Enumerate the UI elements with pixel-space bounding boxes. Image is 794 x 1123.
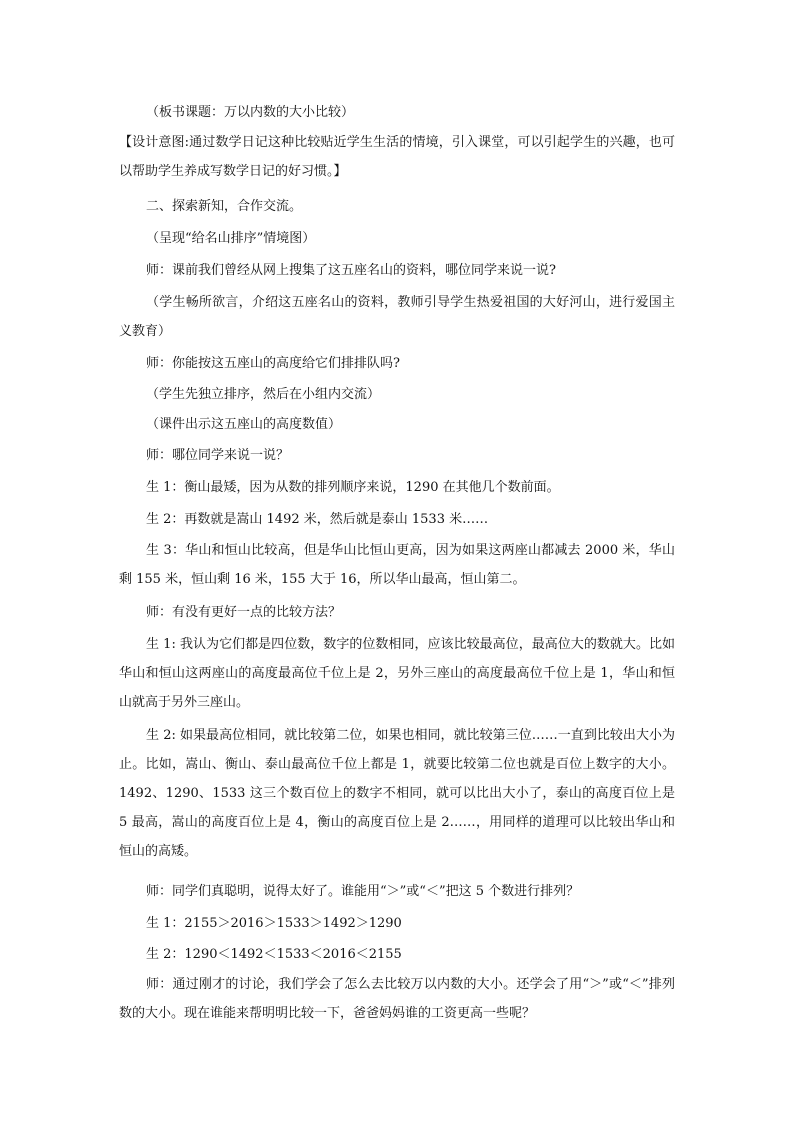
paragraph-student-3: 生 3：华山和恒山比较高，但是华山比恒山更高，因为如果这两座山都减去 2000 米，华山剩 155 米，恒山剩 16 米，155 大于 16，所以华山最高，恒山第二。 [119, 543, 675, 587]
paragraph-courseware: （课件出示这五座山的高度数值） [146, 417, 342, 432]
paragraph-teacher-1: 师：课前我们曾经从网上搜集了这五座名山的资料，哪位同学来说一说? [146, 263, 556, 278]
paragraph-order-desc: 生 1：2155＞2016＞1533＞1492＞1290 [146, 916, 402, 931]
paragraph-show-scene: （呈现“给名山排序”情境图） [146, 231, 316, 246]
paragraph-section-heading: 二、探索新知，合作交流。 [146, 199, 303, 214]
paragraph-student-2: 生 2：再数就是嵩山 1492 米，然后就是泰山 1533 米…… [146, 512, 489, 527]
paragraph-teacher-3: 师：哪位同学来说一说？ [146, 448, 290, 463]
paragraph-student-method-1: 生 1: 我认为它们都是四位数，数字的位数相同，应该比较最高位，最高位大的数就大。比如华山和恒山这两座山的高度最高位千位上是 2，另外三座山的高度最高位千位上是 1，华山和恒山就高于另外三座山。 [119, 637, 675, 710]
paragraph-board-topic: （板书课题：万以内数的大小比较） [146, 105, 355, 120]
paragraph-teacher-4: 师：有没有更好一点的比较方法？ [146, 605, 342, 620]
paragraph-student-1: 生 1：衡山最矮，因为从数的排列顺序来说，1290 在其他几个数前面。 [146, 480, 560, 495]
paragraph-teacher-5: 师：同学们真聪明，说得太好了。谁能用“＞”或“＜”把这 5 个数进行排列？ [146, 884, 580, 899]
paragraph-teacher-6: 师：通过刚才的讨论，我们学会了怎么去比较万以内数的大小。还学会了用“＞”或“＜”排列数的大小。现在谁能来帮明明比较一下，爸爸妈妈谁的工资更高一些呢？ [119, 977, 675, 1021]
paragraph-design-intent: 【设计意图:通过数学日记这种比较贴近学生生活的情境，引入课堂，可以引起学生的兴趣，也可以帮助学生养成写数学日记的好习惯。】 [119, 135, 675, 179]
paragraph-teacher-2: 师：你能按这五座山的高度给它们排排队吗? [146, 356, 400, 371]
paragraph-order-asc: 生 2：1290＜1492＜1533＜2016＜2155 [146, 947, 402, 962]
paragraph-student-method-2: 生 2: 如果最高位相同，就比较第二位，如果也相同，就比较第三位……一直到比较出大小为止。比如，嵩山、衡山、泰山最高位千位上都是 1，就要比较第二位也就是百位上数字的大小。1492、1290、1533 这三个数百位上的数字不相同，就可以比出大小了，泰山的高度百位上是 5 最高，嵩山的高度百位上是 4，衡山的高度百位上是 2……，用同样的道理可以比较出华山和恒山的高矮。 [119, 728, 675, 859]
paragraph-student-intro: （学生畅所欲言，介绍这五座名山的资料，教师引导学生热爱祖国的大好河山，进行爱国主义教育） [119, 295, 675, 339]
paragraph-student-sort: （学生先独立排序，然后在小组内交流） [146, 387, 381, 402]
